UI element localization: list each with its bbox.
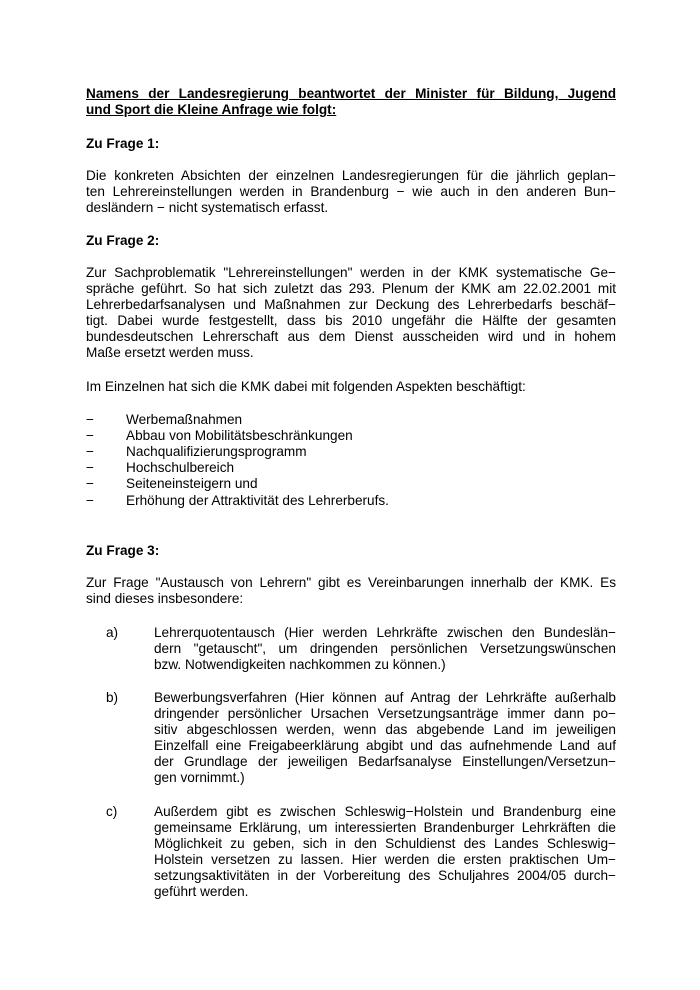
- document-page: Namens der Landesregierung beantwortet der Minister für Bildung, Jugend und Sport die Kleine Anfrage wie folgt: Zu Frage 1: Die konkreten Absichten der einzelnen Landesregierungen für die jährlich geplan− ten Lehrereinstellungen werden in Brandenburg − wie auch in den anderen Bun− desländern − nicht systematisch erfasst. Zu Frage 2: Zur Sachproblematik "Lehrereinstellungen" werden in der KMK systematische Ge− spräche geführt. So hat sich zuletzt das 293. Plenum der KMK am 22.02.2001 mit Lehrerbedarfsanalysen und Maßnahmen zur Deckung des Lehrerbedarfs beschäf− tigt. Dabei wurde festgestellt, dass bis 2010 ungefähr die Hälfte der gesamten bundesdeutschen Lehrerschaft aus dem Dienst ausscheiden wird und in hohem Maße ersetzt werden muss. Im Einzelnen hat sich die KMK dabei mit folgenden Aspekten beschäftigt: − Werbemaßnahmen − Abbau von Mobilitätsbeschränkungen − Nachqualifizierungsprogramm − Hochschulbereich − Seiteneinsteigern und − Erhöhung der Attraktivität des Lehrerberufs. Zu Frage 3: Zur Frage "Austausch von Lehrern" gibt es Vereinbarungen innerhalb der KMK. Es sind dieses insbesondere: a) Lehrerquotentausch (Hier werden Lehrkräfte zwischen den Bundeslän− dern "getauscht", um dringenden persönlichen Versetzungswünschen bzw. Notwendigkeiten nachkommen zu können.) b) Bewerbungsverfahren (Hier können auf Antrag der Lehrkräfte außerhalb dringender persönlicher Ursachen Versetzungsanträge immer dann po− sitiv abgeschlossen werden, wenn das abgebende Land im jeweiligen Einzelfall eine Freigabeerklärung abgibt und das aufnehmende Land auf der Grundlage der jeweiligen Bedarfsanalyse Einstellungen/Versetzun− gen vornimmt.) c) Außerdem gibt es zwischen Schleswig−Holstein und Brandenburg eine gemeinsame Erklärung, um interessierten Brandenburger Lehrkräften die Möglichkeit zu geben, sich in den Schuldienst des Landes Schleswig− Holstein versetzen zu lassen. Hier werden die ersten praktischen Um− setzungsaktivitäten in der Vorbereitung des Schuljahres 2004/05 durch− geführt werden.: [86, 86, 616, 899]
- q1-line-2: ten Lehrereinstellungen werden in Brandenburg − wie auch in den anderen Bun−: [86, 184, 616, 199]
- q2-heading: Zu Frage 2:: [86, 233, 160, 248]
- q1-line-3: desländern − nicht systematisch erfasst.: [86, 200, 329, 215]
- intro-line-2: und Sport die Kleine Anfrage wie folgt:: [86, 102, 337, 117]
- q1-line-1: Die konkreten Absichten der einzelnen Landesregierungen für die jährlich geplan−: [86, 168, 616, 183]
- q2-paragraph-1: Zur Sachproblematik "Lehrereinstellungen" werden in der KMK systematische Ge− spräche geführt. So hat sich zuletzt das 293. Plenum der KMK am 22.02.2001 mit Lehrerbedarfsanalysen und Maßnahmen zur Deckung des Lehrerbedarfs beschäf− tigt. Dabei wurde festgestellt, dass bis 2010 ungefähr die Hälfte der gesamten bundesdeutschen Lehrerschaft aus dem Dienst ausscheiden wird und in hohem Maße ersetzt werden muss.: [86, 265, 616, 360]
- q1-heading: Zu Frage 1:: [86, 136, 160, 151]
- q3-paragraph-1: Zur Frage "Austausch von Lehrern" gibt es Vereinbarungen innerhalb der KMK. Es sind dieses insbesondere:: [86, 575, 616, 606]
- q2-paragraph-2: Im Einzelnen hat sich die KMK dabei mit folgenden Aspekten beschäftigt:: [86, 379, 526, 394]
- q1-answer: [86, 168, 616, 216]
- item-label-a: a): [106, 625, 119, 640]
- intro-statement: [86, 86, 616, 118]
- item-label-b: b): [106, 690, 119, 705]
- item-text-c: Außerdem gibt es zwischen Schleswig−Holstein und Brandenburg eine gemeinsame Erklärung, um interessierten Brandenburger Lehrkräften die Möglichkeit zu geben, sich in den Schuldienst des Landes Schleswig− Holstein versetzen zu lassen. Hier werden die ersten praktischen Um− setzungsaktivitäten in der Vorbereitung des Schuljahres 2004/05 durch− geführt werden.: [154, 804, 616, 899]
- item-label-c: c): [106, 804, 118, 819]
- item-text-b: Bewerbungsverfahren (Hier können auf Antrag der Lehrkräfte außerhalb dringender persönlicher Ursachen Versetzungsanträge immer dann po− sitiv abgeschlossen werden, wenn das abgebende Land im jeweiligen Einzelfall eine Freigabeerklärung abgibt und das aufnehmende Land auf der Grundlage der jeweiligen Bedarfsanalyse Einstellungen/Versetzun− gen vornimmt.): [154, 690, 616, 785]
- intro-line-1: Namens der Landesregierung beantwortet der Minister für Bildung, Jugend: [86, 86, 616, 101]
- item-text-a: Lehrerquotentausch (Hier werden Lehrkräfte zwischen den Bundeslän− dern "getauscht", um dringenden persönlichen Versetzungswünschen bzw. Notwendigkeiten nachkommen zu können.): [154, 625, 616, 672]
- q3-heading: Zu Frage 3:: [86, 543, 160, 558]
